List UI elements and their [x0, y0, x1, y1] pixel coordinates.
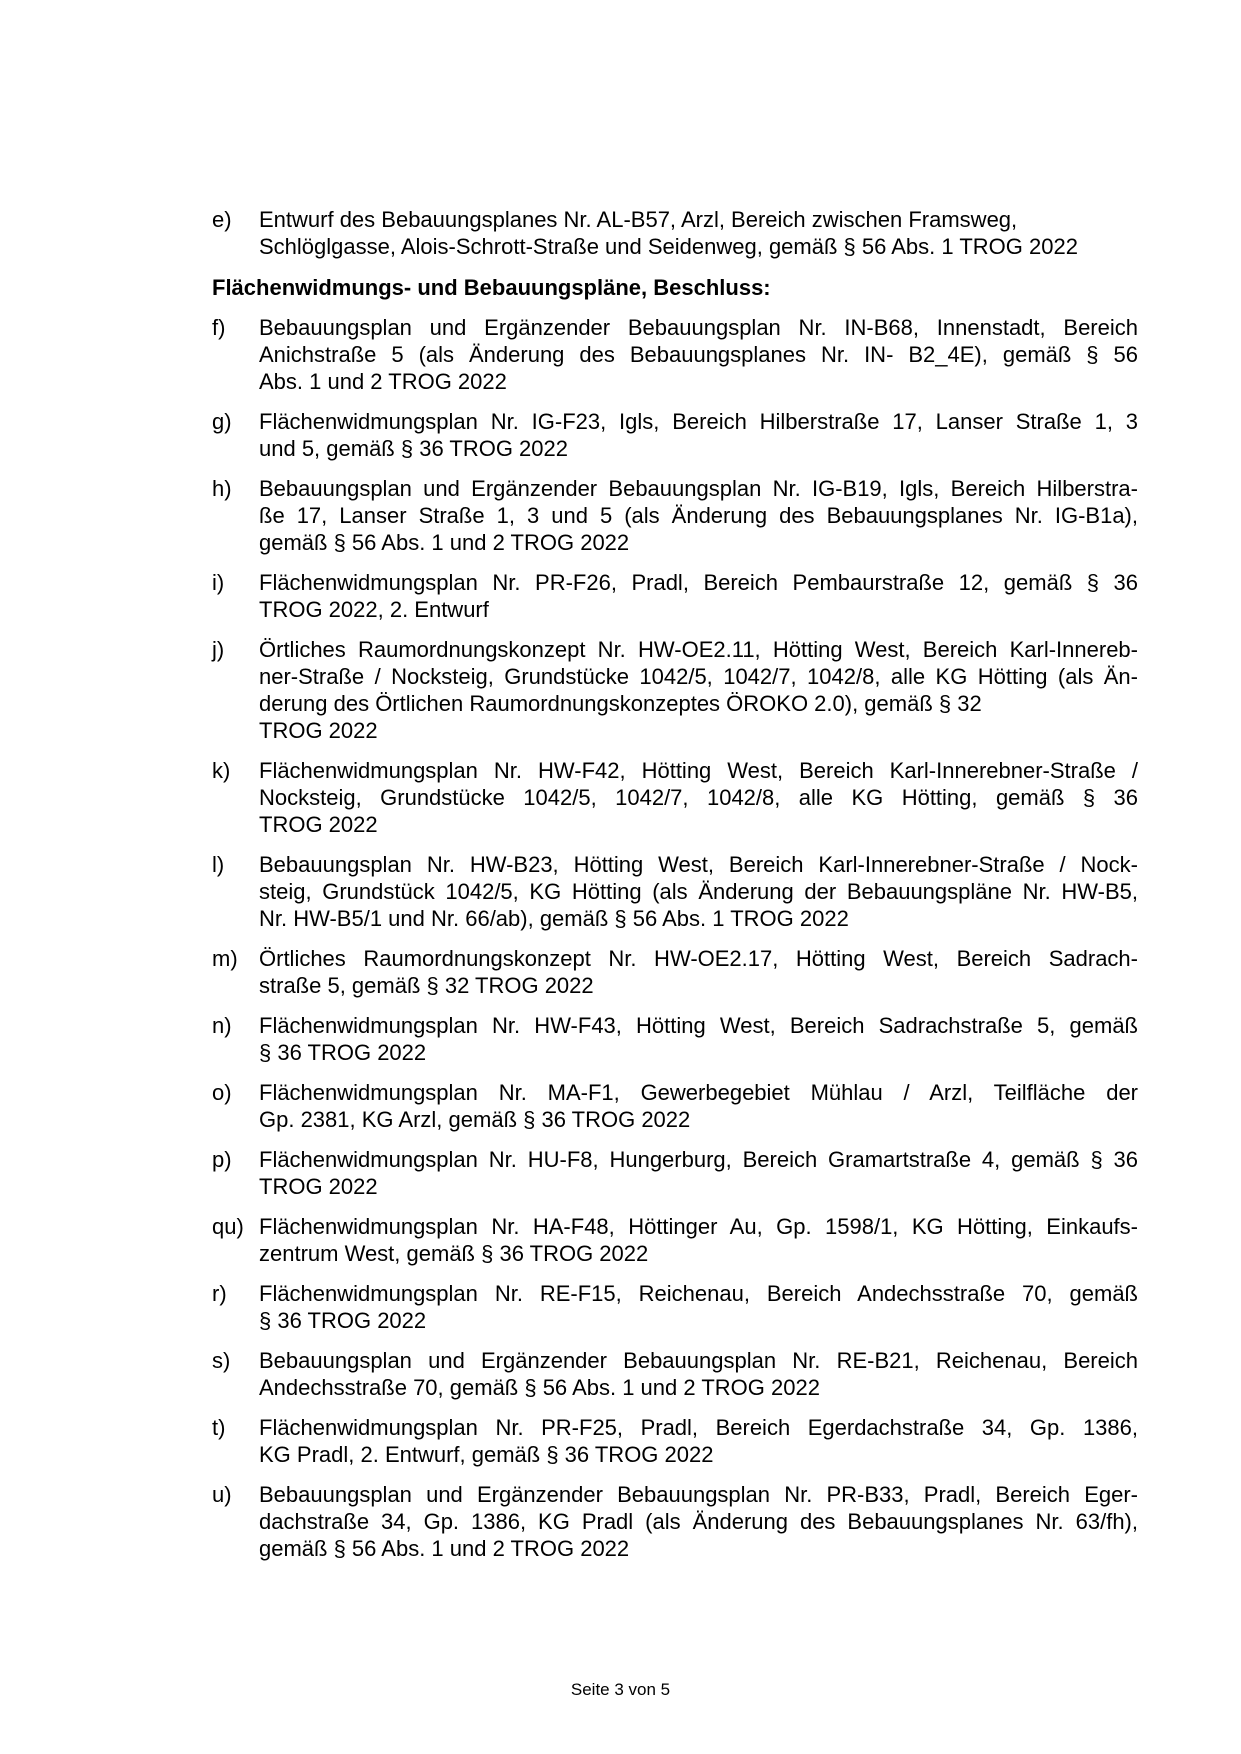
- item-label: g): [212, 409, 232, 434]
- item-line: Örtliches Raumordnungskonzept Nr. HW-OE2.11, Hötting West, Bereich Karl-Innereb-: [259, 637, 1138, 662]
- item-line: gemäß § 56 Abs. 1 und 2 TROG 2022: [259, 1536, 630, 1561]
- item-label: f): [212, 315, 226, 340]
- list-item-f: [212, 314, 1138, 395]
- item-line: Flächenwidmungsplan Nr. MA-F1, Gewerbegebiet Mühlau / Arzl, Teilfläche der: [259, 1080, 1138, 1105]
- item-line: § 36 TROG 2022: [259, 1040, 427, 1065]
- list-item-t: [212, 1414, 1138, 1468]
- item-text: [259, 1347, 1138, 1401]
- item-line: Bebauungsplan und Ergänzender Bebauungsplan Nr. PR-B33, Pradl, Bereich Eger-: [259, 1482, 1138, 1507]
- page-footer: Seite 3 von 5: [570, 1680, 671, 1699]
- item-line: Nocksteig, Grundstücke 1042/5, 1042/7, 1042/8, alle KG Hötting, gemäß § 36: [259, 785, 1138, 810]
- item-line: Nr. HW-B5/1 und Nr. 66/ab), gemäß § 56 Abs. 1 TROG 2022: [259, 906, 849, 931]
- list-item-qu: [212, 1213, 1138, 1267]
- item-text: [259, 945, 1138, 999]
- item-line: dachstraße 34, Gp. 1386, KG Pradl (als Änderung des Bebauungsplanes Nr. 63/fh),: [259, 1509, 1138, 1534]
- item-line: Flächenwidmungsplan Nr. HA-F48, Höttinger Au, Gp. 1598/1, KG Hötting, Einkaufs-: [259, 1214, 1138, 1239]
- item-line: TROG 2022: [259, 718, 378, 743]
- item-line: KG Pradl, 2. Entwurf, gemäß § 36 TROG 2022: [259, 1442, 714, 1467]
- list-item-e: [212, 206, 1138, 260]
- item-label: s): [212, 1348, 231, 1373]
- item-line: TROG 2022: [259, 1174, 378, 1199]
- item-label: u): [212, 1482, 232, 1507]
- item-line: Örtliches Raumordnungskonzept Nr. HW-OE2.17, Hötting West, Bereich Sadrach-: [259, 946, 1138, 971]
- section-heading: Flächenwidmungs- und Bebauungspläne, Beschluss:: [212, 275, 771, 300]
- item-label: o): [212, 1080, 232, 1105]
- item-line: Bebauungsplan und Ergänzender Bebauungsplan Nr. IN-B68, Innenstadt, Bereich: [259, 315, 1138, 340]
- item-label: t): [212, 1415, 226, 1440]
- item-text: [259, 1414, 1138, 1468]
- item-text: [259, 1146, 1138, 1200]
- item-text: [259, 1079, 1138, 1133]
- list-item-n: [212, 1012, 1138, 1066]
- list-item-j: [212, 636, 1138, 744]
- item-line: straße 5, gemäß § 32 TROG 2022: [259, 973, 594, 998]
- item-line: Flächenwidmungsplan Nr. HW-F42, Hötting West, Bereich Karl-Innerebner-Straße /: [259, 758, 1138, 783]
- item-line: Andechsstraße 70, gemäß § 56 Abs. 1 und 2 TROG 2022: [259, 1375, 820, 1400]
- item-text: [259, 757, 1138, 838]
- item-text: [259, 408, 1138, 462]
- item-label: h): [212, 476, 232, 501]
- item-line: Entwurf des Bebauungsplanes Nr. AL-B57, Arzl, Bereich zwischen Framsweg,: [259, 207, 1018, 232]
- item-line: Bebauungsplan Nr. HW-B23, Hötting West, Bereich Karl-Innerebner-Straße / Nock-: [259, 852, 1138, 877]
- item-line: Schlöglgasse, Alois-Schrott-Straße und Seidenweg, gemäß § 56 Abs. 1 TROG 2022: [259, 234, 1078, 259]
- list-item-o: [212, 1079, 1138, 1133]
- item-label: p): [212, 1147, 232, 1172]
- item-label: r): [212, 1281, 227, 1306]
- item-line: Flächenwidmungsplan Nr. RE-F15, Reichenau, Bereich Andechsstraße 70, gemäß: [259, 1281, 1138, 1306]
- item-line: ner-Straße / Nocksteig, Grundstücke 1042/5, 1042/7, 1042/8, alle KG Hötting (als Än-: [259, 664, 1138, 689]
- item-line: Anichstraße 5 (als Änderung des Bebauungsplanes Nr. IN- B2_4E), gemäß § 56: [259, 342, 1138, 367]
- item-line: Flächenwidmungsplan Nr. PR-F26, Pradl, Bereich Pembaurstraße 12, gemäß § 36: [259, 570, 1138, 595]
- item-line: zentrum West, gemäß § 36 TROG 2022: [259, 1241, 649, 1266]
- item-text: [259, 314, 1138, 395]
- item-label: k): [212, 758, 231, 783]
- item-label: j): [212, 637, 225, 662]
- item-text: [259, 1280, 1138, 1334]
- item-line: und 5, gemäß § 36 TROG 2022: [259, 436, 568, 461]
- item-label: qu): [212, 1214, 244, 1239]
- list-item-u: [212, 1481, 1138, 1562]
- item-line: Gp. 2381, KG Arzl, gemäß § 36 TROG 2022: [259, 1107, 691, 1132]
- item-line: gemäß § 56 Abs. 1 und 2 TROG 2022: [259, 530, 630, 555]
- item-line: § 36 TROG 2022: [259, 1308, 427, 1333]
- item-line: Flächenwidmungsplan Nr. PR-F25, Pradl, Bereich Egerdachstraße 34, Gp. 1386,: [259, 1415, 1138, 1440]
- list-item-i: [212, 569, 1138, 623]
- item-line: ße 17, Lanser Straße 1, 3 und 5 (als Änderung des Bebauungsplanes Nr. IG-B1a),: [259, 503, 1138, 528]
- item-text: [259, 206, 1138, 260]
- item-line: Flächenwidmungsplan Nr. HU-F8, Hungerburg, Bereich Gramartstraße 4, gemäß § 36: [259, 1147, 1138, 1172]
- item-line: Flächenwidmungsplan Nr. HW-F43, Hötting West, Bereich Sadrachstraße 5, gemäß: [259, 1013, 1138, 1038]
- item-label: i): [212, 570, 225, 595]
- item-text: [259, 475, 1138, 556]
- item-text: [259, 636, 1138, 744]
- item-line: Abs. 1 und 2 TROG 2022: [259, 369, 507, 394]
- item-label: m): [212, 946, 238, 971]
- item-text: [259, 569, 1138, 623]
- list-item-s: [212, 1347, 1138, 1401]
- list-item-h: [212, 475, 1138, 556]
- plan-list: [212, 314, 1138, 1562]
- list-item-r: [212, 1280, 1138, 1334]
- item-text: [259, 1012, 1138, 1066]
- list-item-g: [212, 408, 1138, 462]
- item-text: [259, 1481, 1138, 1562]
- item-line: steig, Grundstück 1042/5, KG Hötting (als Änderung der Bebauungspläne Nr. HW-B5,: [259, 879, 1138, 904]
- item-line: Bebauungsplan und Ergänzender Bebauungsplan Nr. IG-B19, Igls, Bereich Hilberstra-: [259, 476, 1138, 501]
- list-item-p: [212, 1146, 1138, 1200]
- item-line: Flächenwidmungsplan Nr. IG-F23, Igls, Bereich Hilberstraße 17, Lanser Straße 1, 3: [259, 409, 1138, 434]
- item-line: TROG 2022: [259, 812, 378, 837]
- item-label: n): [212, 1013, 232, 1038]
- item-line: Bebauungsplan und Ergänzender Bebauungsplan Nr. RE-B21, Reichenau, Bereich: [259, 1348, 1138, 1373]
- item-label: l): [212, 852, 225, 877]
- item-text: [259, 1213, 1138, 1267]
- document-body: [212, 206, 1138, 1562]
- list-item-k: [212, 757, 1138, 838]
- item-line: derung des Örtlichen Raumordnungskonzeptes ÖROKO 2.0), gemäß § 32: [259, 691, 982, 716]
- item-text: [259, 851, 1138, 932]
- list-item-l: [212, 851, 1138, 932]
- item-label: e): [212, 207, 232, 232]
- item-line: TROG 2022, 2. Entwurf: [259, 597, 489, 622]
- list-item-m: [212, 945, 1138, 999]
